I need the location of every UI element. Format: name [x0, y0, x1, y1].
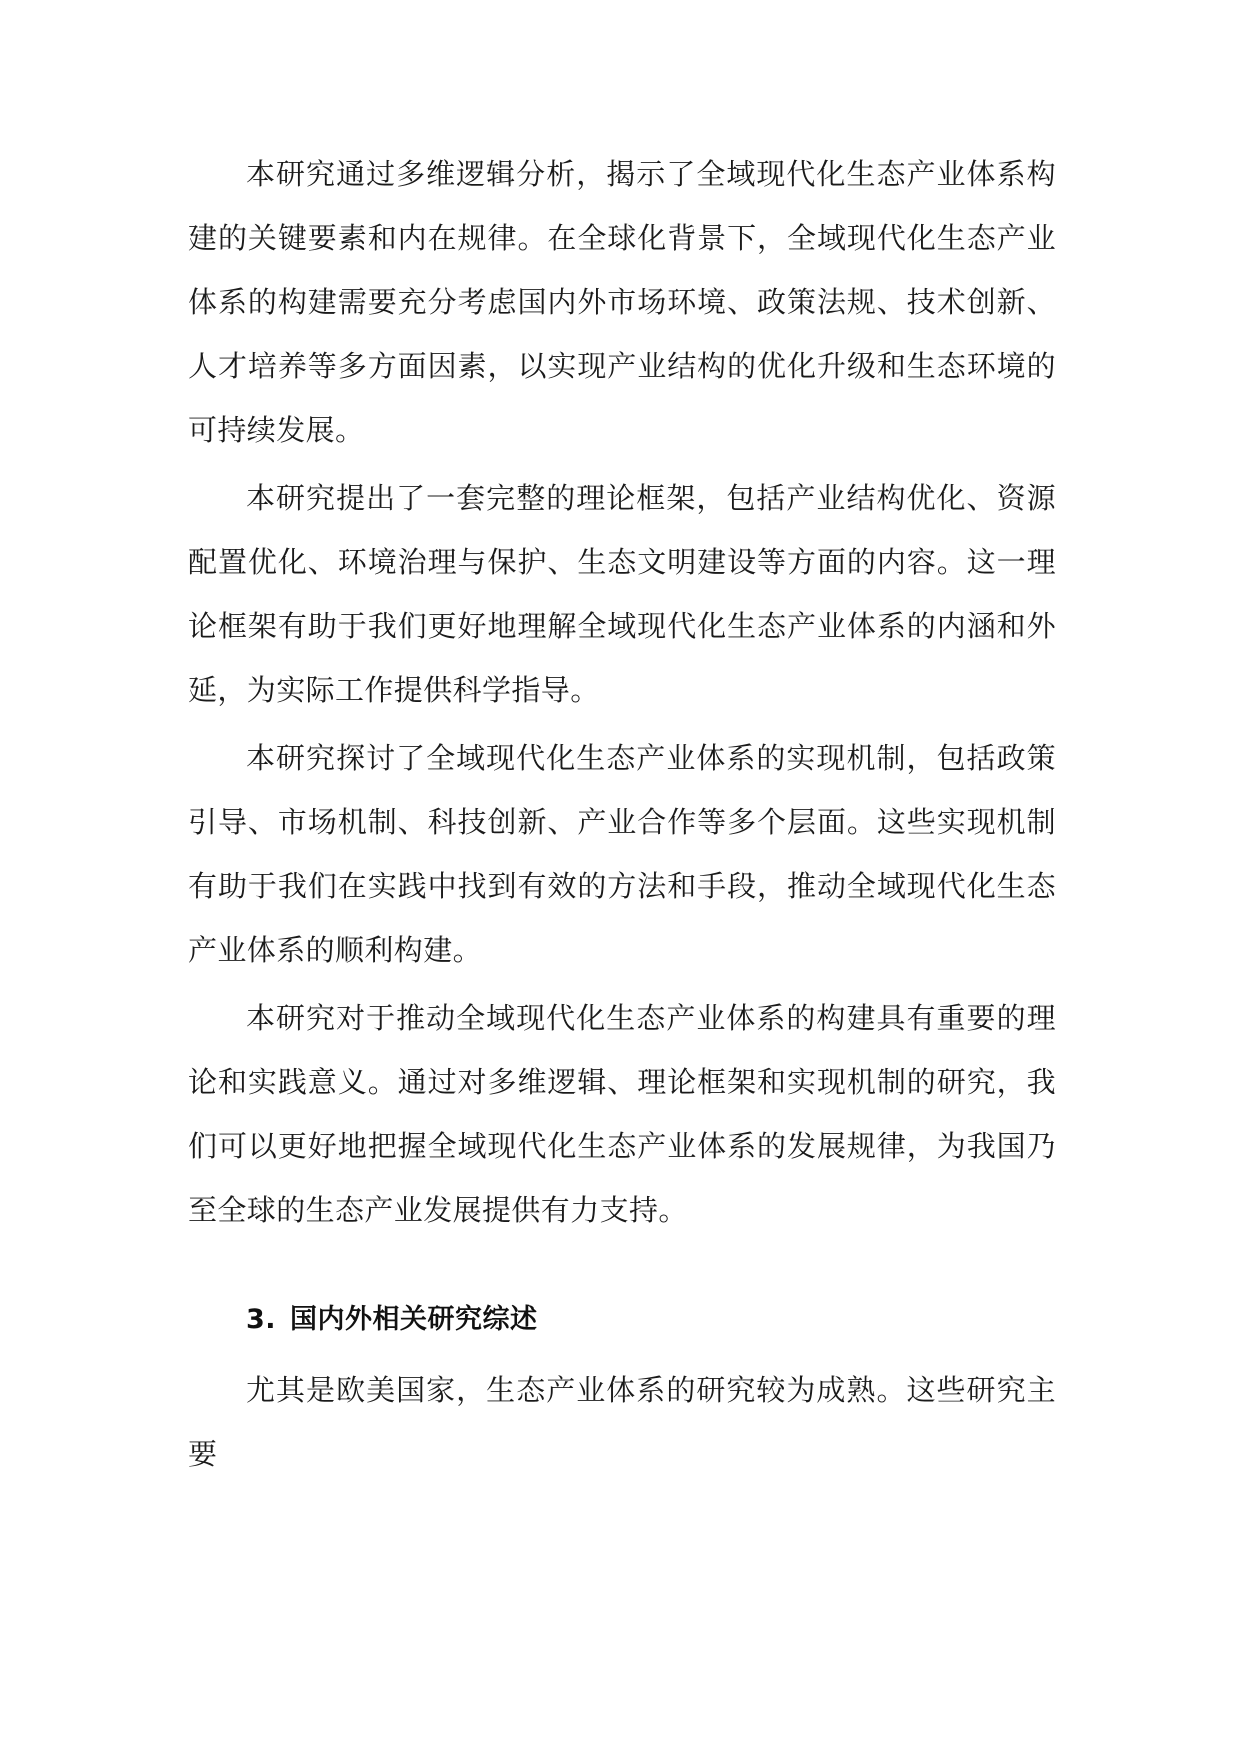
paragraph-literature-review-start: 尤其是欧美国家，生态产业体系的研究较为成熟。这些研究主要	[188, 1373, 1056, 1471]
paragraph-implementation-mechanism: 本研究探讨了全域现代化生态产业体系的实现机制，包括政策引导、市场机制、科技创新、产业合作等多个层面。这些实现机制有助于我们在实践中找到有效的方法和手段，推动全域现代化生态产业体系的顺利构建。	[188, 741, 1056, 967]
paragraph-theoretical-framework: 本研究提出了一套完整的理论框架，包括产业结构优化、资源配置优化、环境治理与保护、生态文明建设等方面的内容。这一理论框架有助于我们更好地理解全域现代化生态产业体系的内涵和外延，为实际工作提供科学指导。	[188, 481, 1056, 707]
section-title: 国内外相关研究综述	[290, 1304, 538, 1335]
document-body	[188, 142, 1056, 1490]
paragraph-multidimensional-logic: 本研究通过多维逻辑分析，揭示了全域现代化生态产业体系构建的关键要素和内在规律。在全球化背景下，全域现代化生态产业体系的构建需要充分考虑国内外市场环境、政策法规、技术创新、人才培养等多方面因素，以实现产业结构的优化升级和生态环境的可持续发展。	[188, 157, 1056, 447]
section-heading	[246, 1288, 1056, 1352]
paragraph-significance: 本研究对于推动全域现代化生态产业体系的构建具有重要的理论和实践意义。通过对多维逻辑、理论框架和实现机制的研究，我们可以更好地把握全域现代化生态产业体系的发展规律，为我国乃至全球的生态产业发展提供有力支持。	[188, 1001, 1056, 1227]
section-number: 3.	[246, 1304, 277, 1335]
